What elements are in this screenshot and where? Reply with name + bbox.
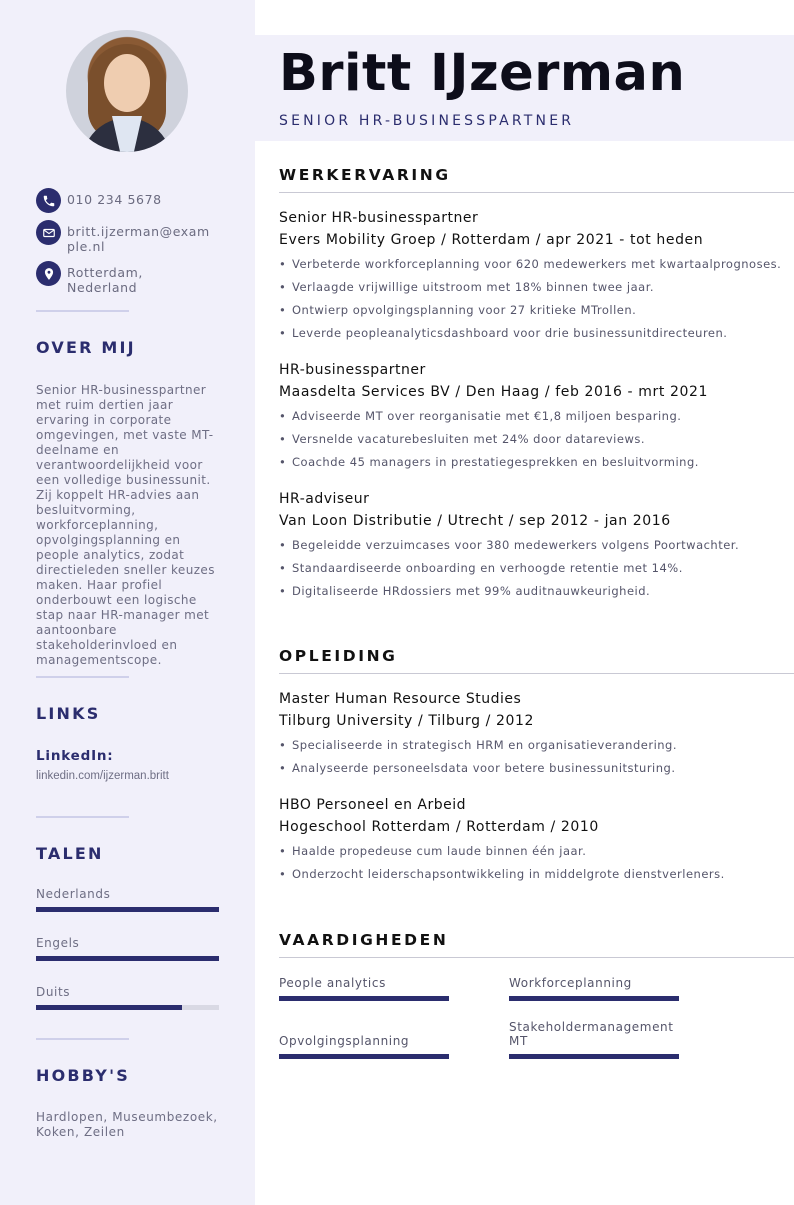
skill-level-bar	[509, 1054, 679, 1059]
linkedin-link[interactable]: linkedin.com/ijzerman.britt	[36, 770, 169, 782]
bullet-item: • Onderzocht leiderschapsontwikkeling in middelgrote dienstverleners.	[279, 867, 794, 882]
bullet-item: • Verbeterde workforceplanning voor 620 medewerkers met kwartaalprognoses.	[279, 257, 794, 272]
experience-entry	[279, 491, 794, 607]
entry-subtitle: Hogeschool Rotterdam / Rotterdam / 2010	[279, 819, 599, 835]
hobbies-heading: HOBBY'S	[36, 1066, 130, 1085]
envelope-icon	[36, 220, 61, 245]
divider	[36, 310, 129, 312]
profile-photo	[66, 30, 188, 152]
skill-level-bar	[279, 1054, 449, 1059]
bullet-item: • Standaardiseerde onboarding en verhoogde retentie met 14%.	[279, 561, 794, 576]
bullet-item: • Adviseerde MT over reorganisatie met €1,8 miljoen besparing.	[279, 409, 794, 424]
skill-name: People analytics	[279, 976, 386, 990]
hobbies-text: Hardlopen, Museumbezoek, Koken, Zeilen	[36, 1110, 218, 1139]
language-name: Engels	[36, 936, 80, 950]
bullet-item: • Leverde peopleanalyticsdashboard voor drie businessunitdirecteuren.	[279, 326, 794, 341]
bullet-item: • Specialiseerde in strategisch HRM en organisatieverandering.	[279, 738, 794, 753]
phone-icon	[36, 188, 61, 213]
contact-email	[36, 220, 217, 254]
person-name: Britt IJzerman	[279, 44, 686, 103]
bullet-item: • Ontwierp opvolgingsplanning voor 27 kritieke MTrollen.	[279, 303, 794, 318]
experience-entry	[279, 362, 794, 478]
entry-title: Master Human Resource Studies	[279, 691, 522, 707]
location-pin-icon	[36, 261, 61, 286]
skill-level-bar	[279, 996, 449, 1001]
entry-bullets	[279, 409, 794, 470]
language-name: Nederlands	[36, 887, 111, 901]
about-heading: OVER MIJ	[36, 338, 136, 357]
bullet-item: • Verlaagde vrijwillige uitstroom met 18% binnen twee jaar.	[279, 280, 794, 295]
language-name: Duits	[36, 985, 71, 999]
entry-subtitle: Tilburg University / Tilburg / 2012	[279, 713, 535, 729]
entry-bullets	[279, 538, 794, 599]
bullet-item: • Digitaliseerde HRdossiers met 99% auditnauwkeurigheid.	[279, 584, 794, 599]
entry-title: HBO Personeel en Arbeid	[279, 797, 467, 813]
email-address[interactable]: britt.ijzerman@example.nl	[67, 224, 210, 254]
section-divider	[279, 673, 794, 674]
skill-item	[279, 1034, 449, 1059]
language-level-bar	[36, 1005, 219, 1010]
experience-entry	[279, 210, 794, 349]
education-entry	[279, 691, 794, 784]
divider	[36, 1038, 129, 1040]
linkedin-label: LinkedIn:	[36, 748, 114, 764]
bullet-item: • Versnelde vacaturebesluiten met 24% door datareviews.	[279, 432, 794, 447]
section-divider	[279, 192, 794, 193]
section-divider	[279, 957, 794, 958]
divider	[36, 676, 129, 678]
entry-title: Senior HR-businesspartner	[279, 210, 479, 226]
skill-name: Workforceplanning	[509, 976, 632, 990]
skill-item	[509, 1020, 679, 1059]
entry-title: HR-businesspartner	[279, 362, 426, 378]
skill-level-bar	[509, 996, 679, 1001]
languages-heading: TALEN	[36, 844, 104, 863]
location-text: Rotterdam, Nederland	[67, 265, 143, 295]
skill-item	[279, 976, 449, 1001]
bullet-item: • Begeleidde verzuimcases voor 380 medewerkers volgens Poortwachter.	[279, 538, 794, 553]
contact-phone	[36, 188, 217, 213]
links-heading: LINKS	[36, 704, 101, 723]
sidebar	[0, 0, 255, 1205]
entry-subtitle: Van Loon Distributie / Utrecht / sep 2012 - jan 2016	[279, 513, 671, 529]
bullet-item: • Coachde 45 managers in prestatiegesprekken en besluitvorming.	[279, 455, 794, 470]
skill-item	[509, 976, 679, 1001]
entry-title: HR-adviseur	[279, 491, 370, 507]
bullet-item: • Haalde propedeuse cum laude binnen één jaar.	[279, 844, 794, 859]
divider	[36, 816, 129, 818]
language-item	[36, 985, 219, 1010]
job-title: SENIOR HR-BUSINESSPARTNER	[279, 113, 575, 129]
language-level-bar	[36, 907, 219, 912]
phone-number: 010 234 5678	[67, 192, 162, 207]
entry-bullets	[279, 844, 794, 882]
about-text: Senior HR-businesspartner met ruim dertien jaar ervaring in corporate omgevingen, met vaste MT-deelname en verantwoordelijkheid voor een volledige businessunit. Zij koppelt HR-advies aan besluitvorming, workforceplanning, opvolgingsplanning en people analytics, zodat directieleden sneller keuzes maken. Haar profiel onderbouwt een logische stap naar HR-manager met aantoonbare stakeholderinvloed en managementscope.	[36, 383, 215, 667]
contact-location	[36, 261, 217, 295]
skill-name: Stakeholdermanagement MT	[509, 1020, 674, 1048]
skills-heading: VAARDIGHEDEN	[279, 931, 449, 949]
education-entry	[279, 797, 794, 890]
education-heading: OPLEIDING	[279, 647, 398, 665]
bullet-item: • Analyseerde personeelsdata voor betere businessunitsturing.	[279, 761, 794, 776]
entry-subtitle: Maasdelta Services BV / Den Haag / feb 2016 - mrt 2021	[279, 384, 709, 400]
language-item	[36, 936, 219, 961]
entry-subtitle: Evers Mobility Groep / Rotterdam / apr 2021 - tot heden	[279, 232, 704, 248]
experience-heading: WERKERVARING	[279, 166, 451, 184]
skill-name: Opvolgingsplanning	[279, 1034, 410, 1048]
language-item	[36, 887, 219, 912]
entry-bullets	[279, 257, 794, 341]
entry-bullets	[279, 738, 794, 776]
language-level-bar	[36, 956, 219, 961]
